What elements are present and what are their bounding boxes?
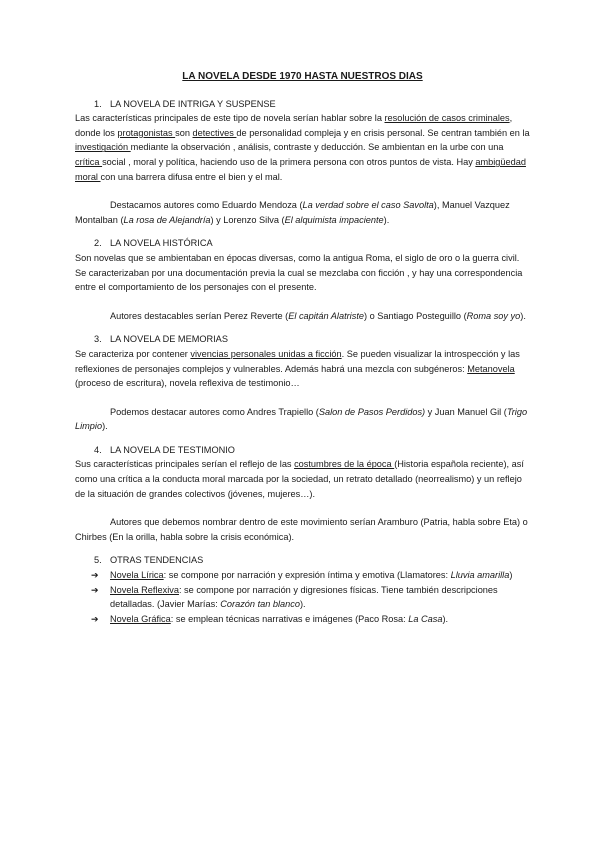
document-page: [75, 70, 530, 626]
section-number: 3.: [94, 334, 102, 345]
underlined-term: detectives: [192, 127, 237, 138]
section-1-paragraph: [75, 111, 530, 184]
text-run: social , moral y política, haciendo uso de la primera persona con otros puntos de vista. Hay: [102, 156, 476, 167]
book-title: El capitán Alatriste: [288, 310, 364, 321]
underlined-term: Novela Lírica: [110, 570, 164, 581]
book-title: La verdad sobre el caso Savolta: [302, 200, 434, 211]
text-run: : se compone por narración y digresiones físicas. Tiene también descripciones detalladas. (Javier Marías:: [110, 584, 498, 610]
text-run: ) y Lorenzo Silva (: [210, 214, 285, 225]
text-run: (proceso de escritura), novela reflexiva de testimonio…: [75, 378, 300, 389]
text-run: (Historia española reciente), así como una crítica a la conducta moral marcada por la sociedad, un retrato detallado (neorrealismo) y un reflejo de la situación de grandes colectivos (jóvenes, mujeres…).: [75, 459, 524, 499]
text-run: Podemos destacar autores como Andres Trapiello (: [110, 406, 319, 417]
text-run: ).: [102, 421, 108, 432]
text-run: Se caracteriza por contener: [75, 348, 191, 359]
book-title: Salon de Pasos Perdidos): [318, 406, 426, 417]
section-heading-4: [94, 443, 530, 458]
underlined-term: Novela Gráfica: [110, 613, 171, 624]
arrow-icon: ➔: [91, 570, 99, 581]
text-run: : se emplean técnicas narrativas e imágenes (Paco Rosa:: [170, 613, 409, 624]
section-heading-text: LA NOVELA DE MEMORIAS: [110, 334, 228, 345]
list-item: [75, 612, 530, 627]
text-run: ), Manuel Vazquez Montalban (: [75, 200, 510, 225]
underlined-term: protagonistas: [117, 127, 176, 138]
text-run: ).: [383, 214, 390, 225]
underlined-term: Novela Reflexiva: [110, 584, 179, 595]
list-item: [75, 583, 530, 612]
section-number: 5.: [94, 555, 102, 566]
list-item: [75, 568, 530, 583]
section-number: 2.: [94, 238, 102, 249]
text-run: Son novelas que se ambientaban en épocas diversas, como la antigua Roma, el siglo de oro o la guerra civil. Se caracterizaban por una documentación previa la cual se mezclaba con ficción , y hay una correspondencia entre el comportamiento de los personajes con el presente.: [75, 252, 523, 293]
underlined-term: crítica: [75, 156, 103, 167]
underlined-term: Metanovela: [467, 363, 515, 374]
text-run: y Juan Manuel Gil (: [425, 406, 507, 417]
text-run: Sus características principales serían el reflejo de las: [75, 459, 295, 470]
section-3-paragraph: [75, 347, 530, 391]
text-run: ).: [299, 599, 306, 610]
text-run: Destacamos autores como Eduardo Mendoza (: [110, 200, 303, 211]
section-heading-2: [94, 236, 530, 251]
text-run: . Se pueden visualizar la introspección y las reflexiones de personajes complejos y vulnerables. Además habrá una mezcla con subgéneros:: [75, 348, 520, 374]
underlined-term: ambigüedad moral: [75, 156, 526, 182]
book-title: El alquimista impaciente: [284, 214, 384, 225]
text-run: ).: [442, 613, 449, 624]
book-title: Trigo Limpio: [75, 406, 528, 432]
section-4-authors: [75, 515, 530, 544]
book-title: La Casa: [408, 613, 443, 624]
text-run: son: [175, 127, 193, 138]
text-run: ) o Santiago Posteguillo (: [363, 310, 467, 321]
section-3-authors: [75, 405, 530, 434]
text-run: ).: [520, 310, 526, 321]
text-run: de personalidad compleja y en crisis personal. Se centran también en la: [236, 127, 530, 138]
underlined-term: costumbres de la época: [294, 459, 395, 470]
underlined-term: resolución de casos criminales: [384, 113, 510, 124]
section-1-authors: [75, 198, 530, 227]
book-title: Lluvia amarilla: [450, 570, 510, 581]
text-run: con una barrera difusa entre el bien y el mal.: [100, 171, 283, 182]
section-4-paragraph: [75, 457, 530, 501]
document-title: LA NOVELA DESDE 1970 HASTA NUESTROS DIAS: [182, 71, 423, 82]
text-run: Autores que debemos nombrar dentro de este movimiento serían Aramburo (Patria, habla sobre Eta) o Chirbes (En la orilla, habla sobre la crisis económica).: [75, 517, 528, 542]
section-heading-1: [94, 97, 530, 112]
text-run: , donde los: [75, 113, 513, 138]
book-title: Roma soy yo: [466, 310, 521, 321]
book-title: La rosa de Alejandría: [123, 214, 211, 225]
text-run: Autores destacables serían Perez Reverte (: [110, 310, 289, 321]
underlined-term: investigación: [75, 142, 131, 153]
section-number: 4.: [94, 444, 102, 455]
text-run: : se compone por narración y expresión íntima y emotiva (Llamatores:: [163, 570, 451, 581]
arrow-icon: ➔: [91, 613, 99, 624]
section-2-authors: [75, 309, 530, 324]
arrow-icon: ➔: [91, 584, 99, 595]
text-run: Las características principales de este tipo de novela serían hablar sobre la: [75, 113, 385, 124]
section-heading-5: [94, 553, 530, 568]
text-run: ): [509, 570, 513, 581]
section-heading-text: LA NOVELA HISTÓRICA: [110, 238, 213, 249]
section-heading-text: LA NOVELA DE TESTIMONIO: [110, 444, 235, 455]
section-heading-text: LA NOVELA DE INTRIGA Y SUSPENSE: [110, 98, 276, 109]
section-heading-text: OTRAS TENDENCIAS: [110, 555, 204, 566]
section-number: 1.: [94, 98, 102, 109]
section-heading-3: [94, 332, 530, 347]
underlined-term: vivencias personales unidas a ficción: [190, 348, 342, 359]
book-title: Corazón tan blanco: [220, 599, 300, 610]
section-2-paragraph: [75, 251, 530, 295]
text-run: mediante la observación , análisis, contraste y deducción. Se ambientan en la urbe con una: [130, 142, 504, 153]
